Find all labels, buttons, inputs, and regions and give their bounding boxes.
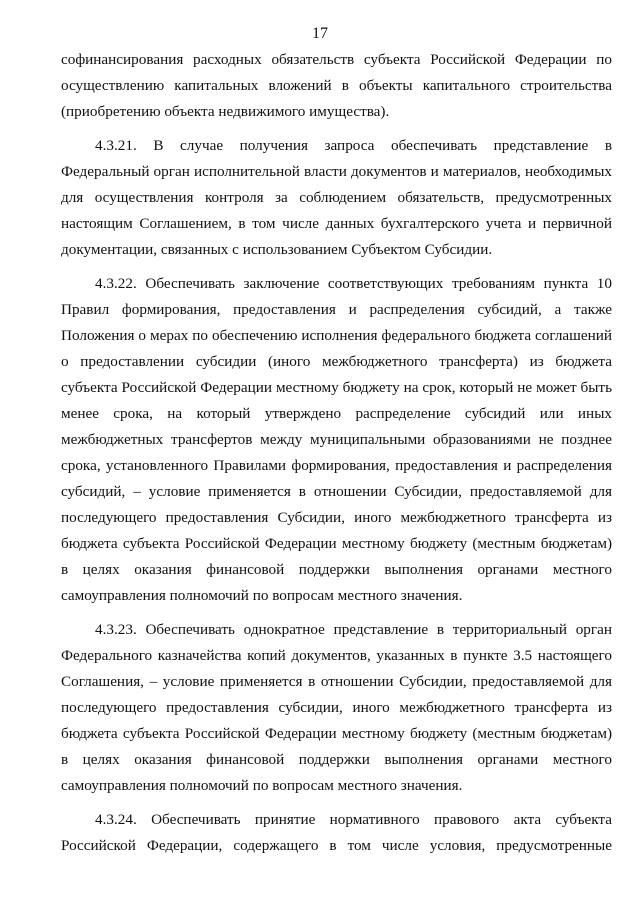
paragraph-4-3-23: 4.3.23. Обеспечивать однократное представление в территориальный орган Федерального казначейства копий документов, указанных в пункте 3.5 настоящего Соглашения, – условие применяется в отношении Субсидии, предоставляемой для последующего предоставления субсидии, иного межбюджетного трансферта из бюджета субъекта Российской Федерации местному бюджету (местным бюджетам) в целях оказания финансовой поддержки выполнения органами местного самоуправления полномочий по вопросам местного значения. — [61, 621, 612, 794]
paragraph-continuation: софинансирования расходных обязательств субъекта Российской Федерации по осуществлению капитальных вложений в объекты капитального строительства (приобретению объекта недвижимого имущества). — [61, 51, 612, 120]
paragraph-4-3-22: 4.3.22. Обеспечивать заключение соответствующих требованиям пункта 10 Правил формирования, предоставления и распределения субсидий, а также Положения о мерах по обеспечению исполнения федерального бюджета соглашений о предоставлении субсидии (иного межбюджетного трансферта) из бюджета субъекта Российской Федерации местному бюджету на срок, который не может быть менее срока, на который утверждено распределение субсидий или иных межбюджетных трансфертов между муниципальными образованиями не позднее срока, установленного Правилами формирования, предоставления и распределения субсидий, – условие применяется в отношении Субсидии, предоставляемой для последующего предоставления Субсидии, иного межбюджетного трансферта из бюджета субъекта Российской Федерации местному бюджету (местным бюджетам) в целях оказания финансовой поддержки выполнения органами местного самоуправления полномочий по вопросам местного значения. — [61, 275, 612, 604]
paragraph-4-3-24: 4.3.24. Обеспечивать принятие нормативного правового акта субъекта Российской Федерации, содержащего в том числе условия, предусмотренные — [61, 811, 612, 854]
paragraph-4-3-21: 4.3.21. В случае получения запроса обеспечивать представление в Федеральный орган исполнительной власти документов и материалов, необходимых для осуществления контроля за соблюдением обязательств, предусмотренных настоящим Соглашением, в том числе данных бухгалтерского учета и первичной документации, связанных с использованием Субъектом Субсидии. — [61, 137, 612, 258]
page-number: 17 — [312, 25, 328, 42]
document-body — [61, 47, 612, 859]
